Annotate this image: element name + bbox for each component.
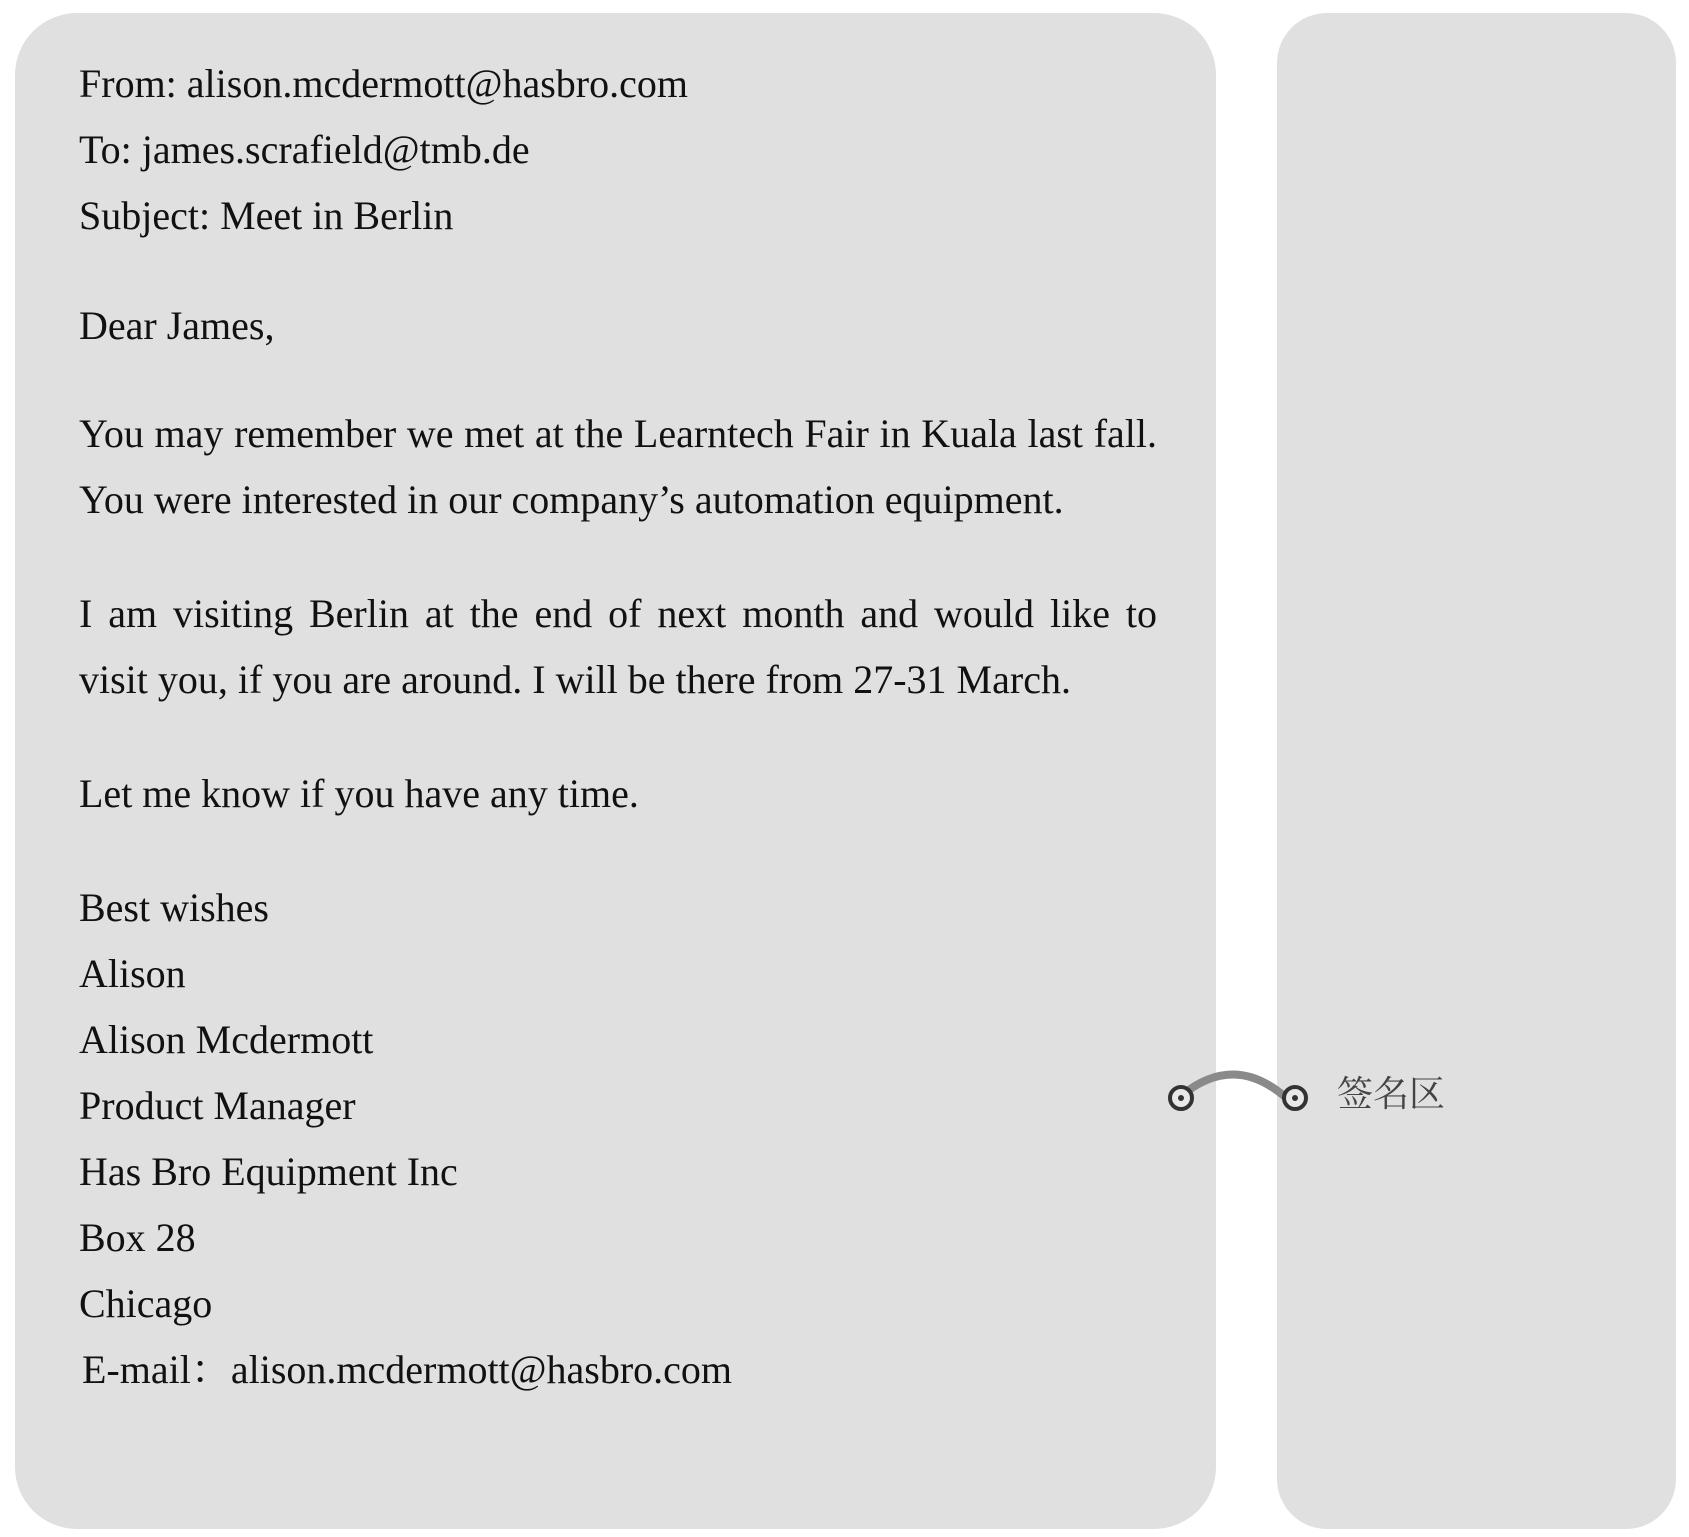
signature-company: Has Bro Equipment Inc (79, 1149, 458, 1194)
paragraph-availability: Let me know if you have any time. (79, 771, 639, 816)
to-line: To: james.scrafield@tmb.de (79, 127, 530, 172)
email-letter-panel (15, 13, 1216, 1529)
link-connector-icon (1160, 1058, 1320, 1118)
from-line: From: alison.mcdermott@hasbro.com (79, 61, 688, 106)
closing: Best wishes (79, 885, 269, 930)
signature-title: Product Manager (79, 1083, 356, 1128)
subject-line: Subject: Meet in Berlin (79, 193, 454, 238)
signature-box: Box 28 (79, 1215, 196, 1260)
signature-area-panel (1277, 13, 1676, 1529)
signature-area-label: 签名区 (1337, 1074, 1446, 1115)
email-letter (79, 51, 1157, 1403)
signature-city: Chicago (79, 1281, 213, 1326)
paragraph-berlin-visit: I am visiting Berlin at the end of next month and would like to visit you, if you are around. I will be there from 27-31 March. (79, 591, 1157, 702)
greeting: Dear James, (79, 303, 275, 348)
signature-email: E-mail：alison.mcdermott@hasbro.com (82, 1347, 733, 1392)
signature-full-name: Alison Mcdermott (79, 1017, 374, 1062)
paragraph-learntech: You may remember we met at the Learntech Fair in Kuala last fall. You were interested in our company’s automation equipment. (79, 411, 1157, 522)
signature-first-name: Alison (79, 951, 186, 996)
